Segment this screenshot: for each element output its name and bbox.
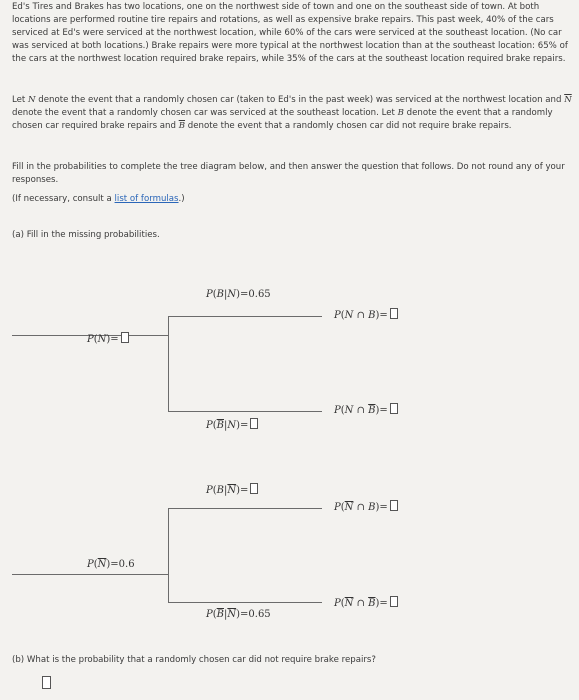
tree-B-given-N-branch xyxy=(168,316,322,317)
def-text: denote the event that a randomly chosen car required brake repairs and xyxy=(12,108,553,132)
symbol-B: B xyxy=(397,108,404,119)
P-Nbar-and-Bbar-input[interactable] xyxy=(390,596,398,607)
P-Nbar-value: 0.6 xyxy=(118,559,135,570)
part-b-answer-wrapper xyxy=(40,673,51,692)
symbol-N: N xyxy=(28,95,36,105)
P-Nbar-and-Bbar-label: $P(\overline{N}$ ∩ $\overline{B})=$ xyxy=(334,596,398,609)
instructions: Fill in the probabilities to complete the tree diagram below, and then answer the question that follows. Do not round any of your responses. xyxy=(12,162,565,186)
problem-intro: Ed's Tires and Brakes has two locations, one on the northwest side of town and one on the southeast side of town. At both locations are performed routine tire repairs and rotations, as well as expensive brake repairs. This past week, 40% of the cars serviced at Ed's were serviced at the northwest location, while 60% of the cars were serviced at the southeast location. (No car was serviced at both locations.) Brake repairs were more typical at the northwest location than at the southeast location: 65% of the cars at the northwest location required brake repairs, while 35% of the cars at the southeast location required brake repairs. xyxy=(12,2,568,65)
symbol-B-bar: $\overline{B}$ xyxy=(178,121,186,132)
P-B-given-Nbar-label: $P(B|\overline{N})=$ xyxy=(206,483,258,496)
note-text: (If necessary, consult a xyxy=(12,194,115,204)
tree-B-given-Nbar-branch xyxy=(168,508,322,509)
P-Bbar-given-Nbar-value: 0.65 xyxy=(248,609,271,620)
P-Nbar-and-B-input[interactable] xyxy=(390,500,398,511)
def-text: Let xyxy=(12,95,29,105)
tree-N-node xyxy=(168,316,169,412)
def-text: denote the event that a randomly chosen car did not require brake repairs. xyxy=(185,121,512,132)
part-b-question: (b) What is the probability that a randomly chosen car did not require brake repairs? xyxy=(12,655,376,665)
P-N-input[interactable] xyxy=(121,332,129,343)
part-b-answer-input[interactable] xyxy=(42,676,51,689)
P-Bbar-given-N-input[interactable] xyxy=(250,418,258,429)
P-B-given-Nbar-input[interactable] xyxy=(250,483,258,494)
P-B-given-N-label: P(B|N)=0.65 xyxy=(206,289,271,300)
formulas-note xyxy=(12,193,572,206)
P-N-and-Bbar-input[interactable] xyxy=(390,403,398,414)
P-N-and-Bbar-label: P(N ∩ $\overline{B})=$ xyxy=(334,403,398,416)
part-a-heading: (a) Fill in the missing probabilities. xyxy=(12,230,160,240)
list-of-formulas-link[interactable]: list of formulas xyxy=(114,194,179,204)
event-definitions xyxy=(12,94,572,133)
P-N-label: P(N)= xyxy=(87,332,129,345)
symbol-N-bar: $\overline{N}$ xyxy=(564,95,572,105)
note-text: .) xyxy=(178,194,185,204)
P-Nbar-and-B-label: $P(\overline{N}$ ∩ B)= xyxy=(334,500,398,513)
def-text: denote the event that a randomly chosen car was serviced at the southeast location. Let xyxy=(12,108,398,119)
P-Nbar-label: $P(\overline{N})=0.6$ xyxy=(87,559,135,570)
P-Bbar-given-N-label: $P(\overline{B}|N)=$ xyxy=(206,418,258,431)
tree-root-to-Nbar-branch xyxy=(12,574,169,575)
tree-Bbar-given-Nbar-branch xyxy=(168,602,322,603)
P-N-and-B-input[interactable] xyxy=(390,308,398,319)
P-B-given-N-value: 0.65 xyxy=(248,289,271,300)
P-Bbar-given-Nbar-label: $P(\overline{B}|\overline{N})=0.65$ xyxy=(206,609,271,620)
tree-Bbar-given-N-branch xyxy=(168,411,322,412)
def-text: denote the event that a randomly chosen car (taken to Ed's in the past week) was serviced at the northwest location and xyxy=(35,95,565,105)
tree-Nbar-node xyxy=(168,508,169,603)
P-N-and-B-label: P(N ∩ B)= xyxy=(334,308,398,321)
